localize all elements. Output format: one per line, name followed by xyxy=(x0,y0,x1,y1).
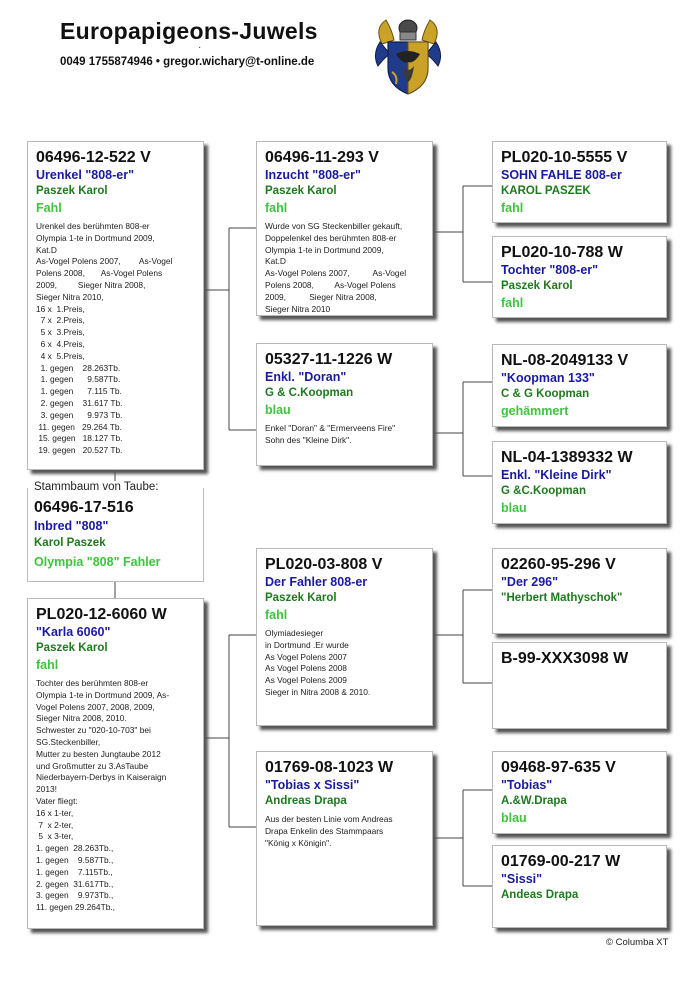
ring-number: PL020-10-788 W xyxy=(501,244,623,261)
pigeon-name: "Der 296" xyxy=(501,575,559,589)
feather-color: fahl xyxy=(265,201,288,215)
pedigree-card-father xyxy=(27,141,204,470)
pigeon-name: Enkl. "Kleine Dirk" xyxy=(501,468,612,482)
ring-number: 09468-97-635 V xyxy=(501,759,616,776)
ring-number: PL020-12-6060 W xyxy=(36,606,167,623)
breeder-name: G &C.Koopman xyxy=(501,485,586,497)
achievements-text: Tochter des berühmten 808-er Olympia 1-te in Dortmund 2009, As- Vogel Polens 2007, 2008, 2009, Sieger Nitra 2008, 2010. Schwester zu "020-10-703" bei SG.Steckenbiller, Mutter zu besten Jungtaube 2012 und Großmutter zu 3.AsTaube Niederbayern-Derbys in Kaiseraign 2013! Vater fliegt: 16 x 1-ter, 7 x 2-ter, 5 x 3-ter, 1. gegen 28.263Tb., 1. gegen 9.587Tb., 1. gegen 7.115Tb., 2. gegen 31.617Tb., 3. gegen 9.973Tb., 11. gegen 29.264Tb., xyxy=(36,678,170,913)
achievements-text: Olymiadesieger in Dortmund .Er wurde As Vogel Polens 2007 As Vogel Polens 2008 As Vogel Polens 2009 Sieger in Nitra 2008 & 2010. xyxy=(265,628,371,697)
achievements-text: Enkel "Doran" & "Ermerveens Fire" Sohn des "Kleine Dirk". xyxy=(265,423,396,445)
subject-name: Inbred "808" xyxy=(34,519,109,533)
breeder-name: Paszek Karol xyxy=(36,642,108,654)
pedigree-card-mfm xyxy=(492,642,667,729)
pigeon-name: Inzucht "808-er" xyxy=(265,168,361,182)
subject-color: Olympia "808" Fahler xyxy=(34,555,161,569)
feather-color: blau xyxy=(501,811,527,825)
feather-color: fahl xyxy=(501,201,524,215)
subject-ring-number: 06496-17-516 xyxy=(34,499,134,516)
page-title: Europapigeons-Juwels xyxy=(60,18,318,44)
pedigree-card-fff xyxy=(492,141,667,223)
feather-color: Fahl xyxy=(36,201,62,215)
feather-color: fahl xyxy=(501,296,524,310)
achievements-text: Urenkel des berühmten 808-er Olympia 1-te in Dortmund 2009, Kat.D As-Vogel Polens 2007, As-Vogel Polens 2008, As-Vogel Polens 2009, Sieger Nitra 2008, Sieger Nitra 2010, 16 x 1.Preis, 7 x 2.Preis, 5 x 3.Preis, 6 x 4.Preis, 4 x 5.Preis, 1. gegen 28.263Tb. 1. gegen 9.587Tb. 1. gegen 7.115 Tb. 2. gegen 31.617 Tb. 3. gegen 9.973 Tb. 11. gegen 29.264 Tb. 15. gegen 18.127 Tb. 19. gegen 20.527 Tb. xyxy=(36,221,173,456)
breeder-name: "Herbert Mathyschok" xyxy=(501,592,623,604)
ring-number: B-99-XXX3098 W xyxy=(501,650,629,667)
ring-number: 06496-11-293 V xyxy=(265,149,379,166)
pigeon-name: "Karla 6060" xyxy=(36,625,111,639)
breeder-name: G & C.Koopman xyxy=(265,387,354,399)
pigeon-name: Der Fahler 808-er xyxy=(265,575,368,589)
ring-number: NL-04-1389332 W xyxy=(501,449,633,466)
pedigree-card-mmf xyxy=(492,751,667,834)
breeder-name: Andeas Drapa xyxy=(501,889,579,901)
breeder-name: Paszek Karol xyxy=(36,185,108,197)
breeder-name: Andreas Drapa xyxy=(265,795,347,807)
feather-color: blau xyxy=(501,501,527,515)
breeder-name: Paszek Karol xyxy=(265,185,337,197)
ring-number: PL020-03-808 V xyxy=(265,556,383,573)
pigeon-name: Tochter "808-er" xyxy=(501,263,599,277)
copyright-footer: © Columba XT xyxy=(606,937,669,948)
feather-color: fahl xyxy=(36,658,59,672)
ring-number: 05327-11-1226 W xyxy=(265,351,393,368)
stammbaum-label: Stammbaum von Taube: xyxy=(34,481,159,493)
achievements-text: Wurde von SG Steckenbiller gekauft, Doppelenkel des berühmten 808-er Olympia 1-te in Dortmund 2009, Kat.D As-Vogel Polens 2007, As-Vogel Polens 2008, As-Vogel Polens 2009, Sieger Nitra 2008, Sieger Nitra 2010 xyxy=(265,221,407,314)
pedigree-card-ffm xyxy=(492,236,667,318)
pigeon-name: "Tobias" xyxy=(501,778,553,792)
pedigree-card-fmf xyxy=(492,344,667,427)
feather-color: gehämmert xyxy=(501,404,569,418)
ring-number: 06496-12-522 V xyxy=(36,149,151,166)
ring-number: 01769-08-1023 W xyxy=(265,759,394,776)
pigeon-name: Urenkel "808-er" xyxy=(36,168,135,182)
breeder-name: A.&W.Drapa xyxy=(501,795,567,807)
pigeon-name: "Tobias x Sissi" xyxy=(265,778,360,792)
subject-pigeon xyxy=(34,498,161,572)
ring-number: PL020-10-5555 V xyxy=(501,149,628,166)
pigeon-name: "Sissi" xyxy=(501,872,543,886)
breeder-name: C & G Koopman xyxy=(501,388,590,400)
ring-number: 02260-95-296 V xyxy=(501,556,616,573)
pedigree-card-father-father xyxy=(256,141,433,316)
breeder-name: Paszek Karol xyxy=(265,592,337,604)
contact-info: 0049 1755874946 • gregor.wichary@t-online.de xyxy=(60,56,315,68)
subject-breeder: Karol Paszek xyxy=(34,537,106,549)
pedigree-card-mmm xyxy=(492,845,667,928)
feather-color: fahl xyxy=(265,608,288,622)
pedigree-card-mff xyxy=(492,548,667,634)
pedigree-card-father-mother xyxy=(256,343,433,466)
ring-number: NL-08-2049133 V xyxy=(501,352,629,369)
pedigree-card-mother-father xyxy=(256,548,433,726)
feather-color: blau xyxy=(265,403,291,417)
pigeon-name: SOHN FAHLE 808-er xyxy=(501,168,622,182)
pigeon-name: "Koopman 133" xyxy=(501,371,595,385)
pedigree-card-mother xyxy=(27,598,204,929)
pedigree-card-fmm xyxy=(492,441,667,524)
ring-number: 01769-00-217 W xyxy=(501,853,621,870)
pedigree-card-mother-mother xyxy=(256,751,433,926)
header-dot: · xyxy=(198,42,202,53)
breeder-name: Paszek Karol xyxy=(501,280,573,292)
breeder-name: KAROL PASZEK xyxy=(501,185,591,197)
achievements-text: Aus der besten Linie vom Andreas Drapa Enkelin des Stammpaars "König x Königin". xyxy=(265,814,393,848)
pigeon-name: Enkl. "Doran" xyxy=(265,370,347,384)
